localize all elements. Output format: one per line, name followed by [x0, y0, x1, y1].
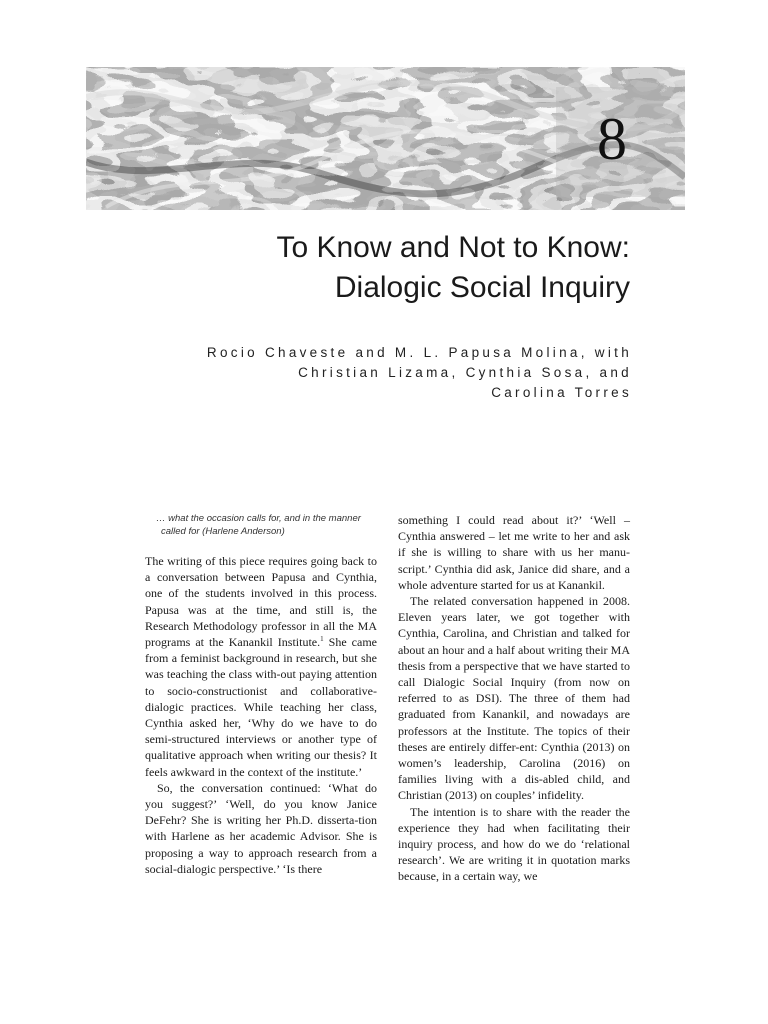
- body-column-left: [145, 553, 377, 877]
- marbled-pattern-image: [86, 67, 685, 210]
- paragraph: So, the conversation continued: ‘What do you suggest?’ ‘Well, do you know Janice DeFehr? She is writing her Ph.D. disserta-tion with Harlene as her academic Advisor. She is proposing a way to approach research from a social-dialogic perspective.’ ‘Is there: [145, 780, 377, 876]
- title-line-1: To Know and Not to Know:: [276, 231, 630, 264]
- authors-line-2: Christian Lizama, Cynthia Sosa, and: [298, 365, 632, 380]
- epigraph: [156, 512, 380, 538]
- body-column-right: [398, 512, 630, 885]
- footnote-marker[interactable]: 1: [320, 635, 324, 644]
- paragraph: something I could read about it?’ ‘Well – Cynthia answered – let me write to her and ask if she is willing to share with us her manu-script.’ Cynthia did ask, Janice did share, and a whole adventure started for us at Kanankil.: [398, 513, 630, 592]
- paragraph: The intention is to share with the reader the experience they had when facilitating their inquiry process, and how do we do ‘relational research’. We are writing it in quotation marks because, in a certain way, we: [398, 804, 630, 884]
- authors-line-1: Rocio Chaveste and M. L. Papusa Molina, with: [206, 345, 632, 360]
- chapter-title: [150, 228, 630, 308]
- epigraph-line-2: called for (Harlene Anderson): [161, 526, 285, 537]
- authors-line-3: Carolina Torres: [491, 385, 632, 400]
- epigraph-line-1: … what the occasion calls for, and in the manner: [156, 513, 361, 524]
- paragraph: The related conversation happened in 2008. Eleven years later, we got together with Cynthia, Carolina, and Christian and talked for about an hour and a half about writing their MA thesis from a perspective that we have started to call Dialogic Social Inquiry (from now on referred to as DSI). The three of them had graduated from Kanankil, and nowadays are professors at the Institute. The topics of their theses are entirely differ-ent: Cynthia (2013) on women’s leadership, Carolina (2016) on families living with a dis-abled child, and Christian (2013) on couples’ infidelity.: [398, 594, 630, 803]
- author-list: [150, 343, 632, 403]
- chapter-banner: [86, 67, 685, 210]
- chapter-number: 8: [597, 105, 627, 172]
- title-line-2: Dialogic Social Inquiry: [334, 271, 630, 304]
- paragraph: The writing of this piece requires going back to a conversation between Papusa and Cynthia, one of the students involved in this process. Papusa was at the time, and still is, the Research Methodology professor in all the MA programs at the Kanankil Institute.$^1$ She came from a feminist background in research, but she was teaching the class with-out paying attention to socio-constructionist and collaborative-dialogic practices. While teaching her class, Cynthia asked her, ‘Why do we have to do semi-structured interviews or another type of qualitative approach when writing our thesis? It feels awkward in the context of the institute.’: [145, 554, 377, 779]
